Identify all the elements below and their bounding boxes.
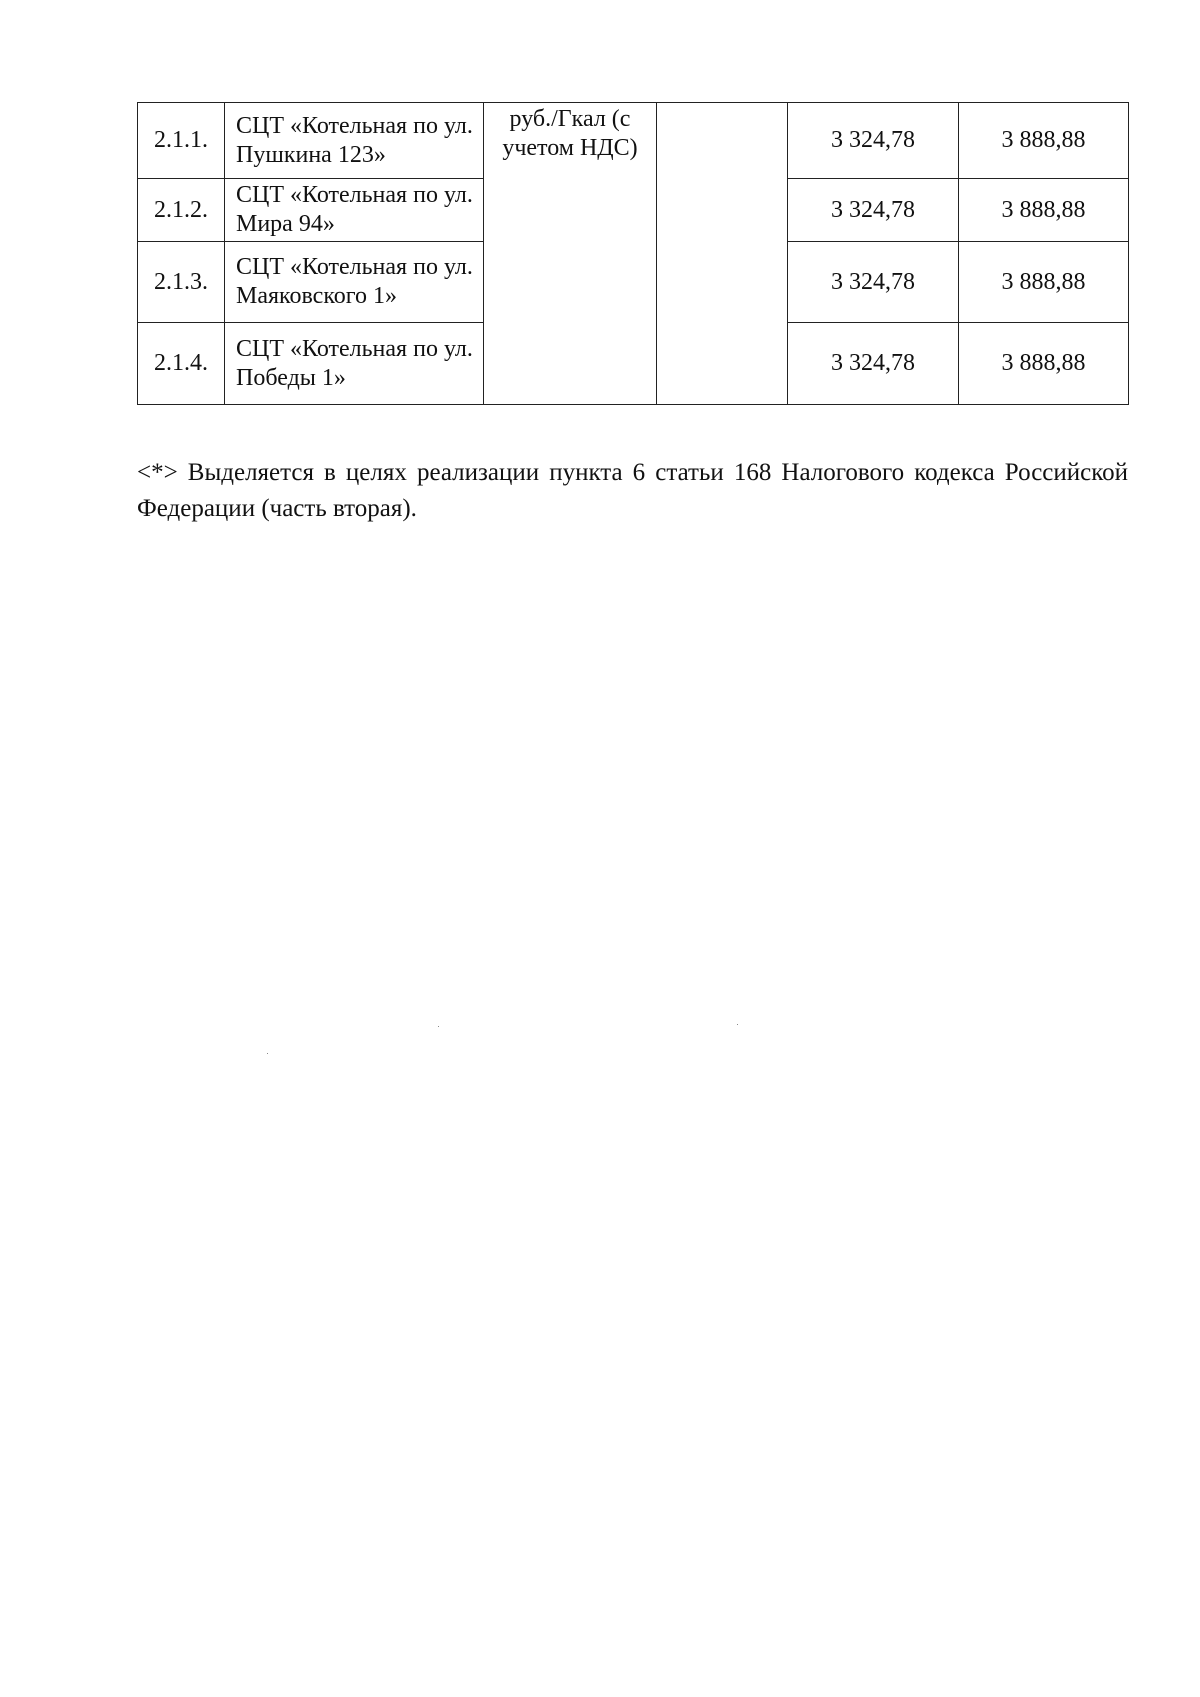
tariff-value: 3 324,78 (788, 242, 959, 323)
heat-supply-system-name: СЦТ «Котельная по ул. Мира 94» (225, 179, 484, 242)
tariff-value-with-vat: 3 888,88 (959, 323, 1129, 405)
tariff-value: 3 324,78 (788, 103, 959, 179)
tariff-value: 3 324,78 (788, 179, 959, 242)
heat-supply-system-name: СЦТ «Котельная по ул. Победы 1» (225, 323, 484, 405)
tariff-value-with-vat: 3 888,88 (959, 242, 1129, 323)
unit-cell: руб./Гкал (с учетом НДС) (484, 103, 657, 405)
footnote: <*> Выделяется в целях реализации пункта 6 статьи 168 Налогового кодекса Российской Федерации (часть вторая). (137, 459, 1128, 522)
heat-supply-system-name: СЦТ «Котельная по ул. Пушкина 123» (225, 103, 484, 179)
heat-supply-system-name: СЦТ «Котельная по ул. Маяковского 1» (225, 242, 484, 323)
tariff-value: 3 324,78 (788, 323, 959, 405)
empty-cell (657, 103, 788, 405)
tariff-table (137, 102, 1129, 405)
row-number: 2.1.2. (138, 179, 225, 242)
row-number: 2.1.4. (138, 323, 225, 405)
row-number: 2.1.1. (138, 103, 225, 179)
tariff-value-with-vat: 3 888,88 (959, 179, 1129, 242)
table-row (138, 103, 1129, 179)
tariff-value-with-vat: 3 888,88 (959, 103, 1129, 179)
row-number: 2.1.3. (138, 242, 225, 323)
